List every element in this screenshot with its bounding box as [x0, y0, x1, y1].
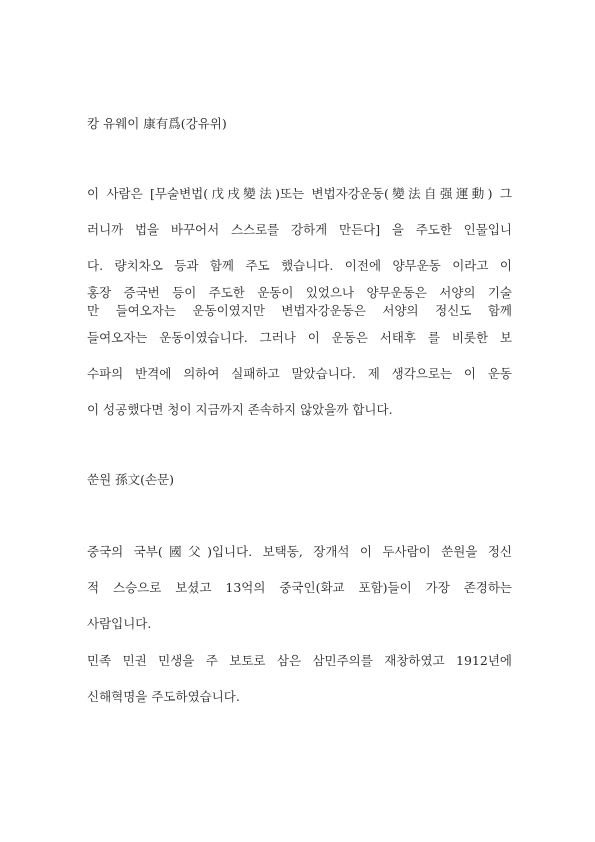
paragraph-line: 신해혁명을 주도하였습니다.	[87, 689, 240, 704]
paragraph-line: 홍장 증국번 등이 주도한 운동이 있었으나 양무운동은 서양의 기술	[87, 285, 512, 300]
paragraph-line: 중국의 국부(國父)입니다. 보택동, 장개석 이 두사람이 쑨원을 정신	[87, 544, 512, 559]
paragraph-line: 사람입니다.	[87, 616, 152, 631]
paragraph-line: 러니까 법을 바꾸어서 스스로를 강하게 만든다] 을 주도한 인물입니	[87, 222, 512, 237]
paragraph-line: 다. 량치차오 등과 함께 주도 했습니다. 이전에 양무운동 이라고 이	[87, 258, 512, 273]
paragraph-line: 만 들여오자는 운동이였지만 변법자강운동은 서양의 정신도 함께	[87, 303, 512, 318]
paragraph-line: 이 성공했다면 청이 지금까지 존속하지 않았을까 합니다.	[87, 402, 393, 417]
paragraph-line: 들여오자는 운동이였습니다. 그러나 이 운동은 서태후 를 비롯한 보	[87, 330, 512, 345]
paragraph-line: 이 사람은 [무술변법(戊戌變法)또는 변법자강운동(變法自强運動) 그	[87, 186, 512, 201]
paragraph-line: 민족 민권 민생을 주 보토로 삼은 삼민주의를 재창하였고 1912년에	[87, 653, 512, 668]
paragraph-line: 수파의 반격에 의하여 실패하고 말았습니다. 제 생각으로는 이 운동	[87, 366, 512, 381]
section-heading-kang-youwei: 캉 유웨이 康有爲(강유위)	[87, 116, 227, 131]
paragraph-line: 적 스승으로 보셨고 13억의 중국인(화교 포함)들이 가장 존경하는	[87, 580, 512, 595]
section-heading-sun-yat-sen: 쑨원 孫文(손문)	[87, 472, 175, 487]
